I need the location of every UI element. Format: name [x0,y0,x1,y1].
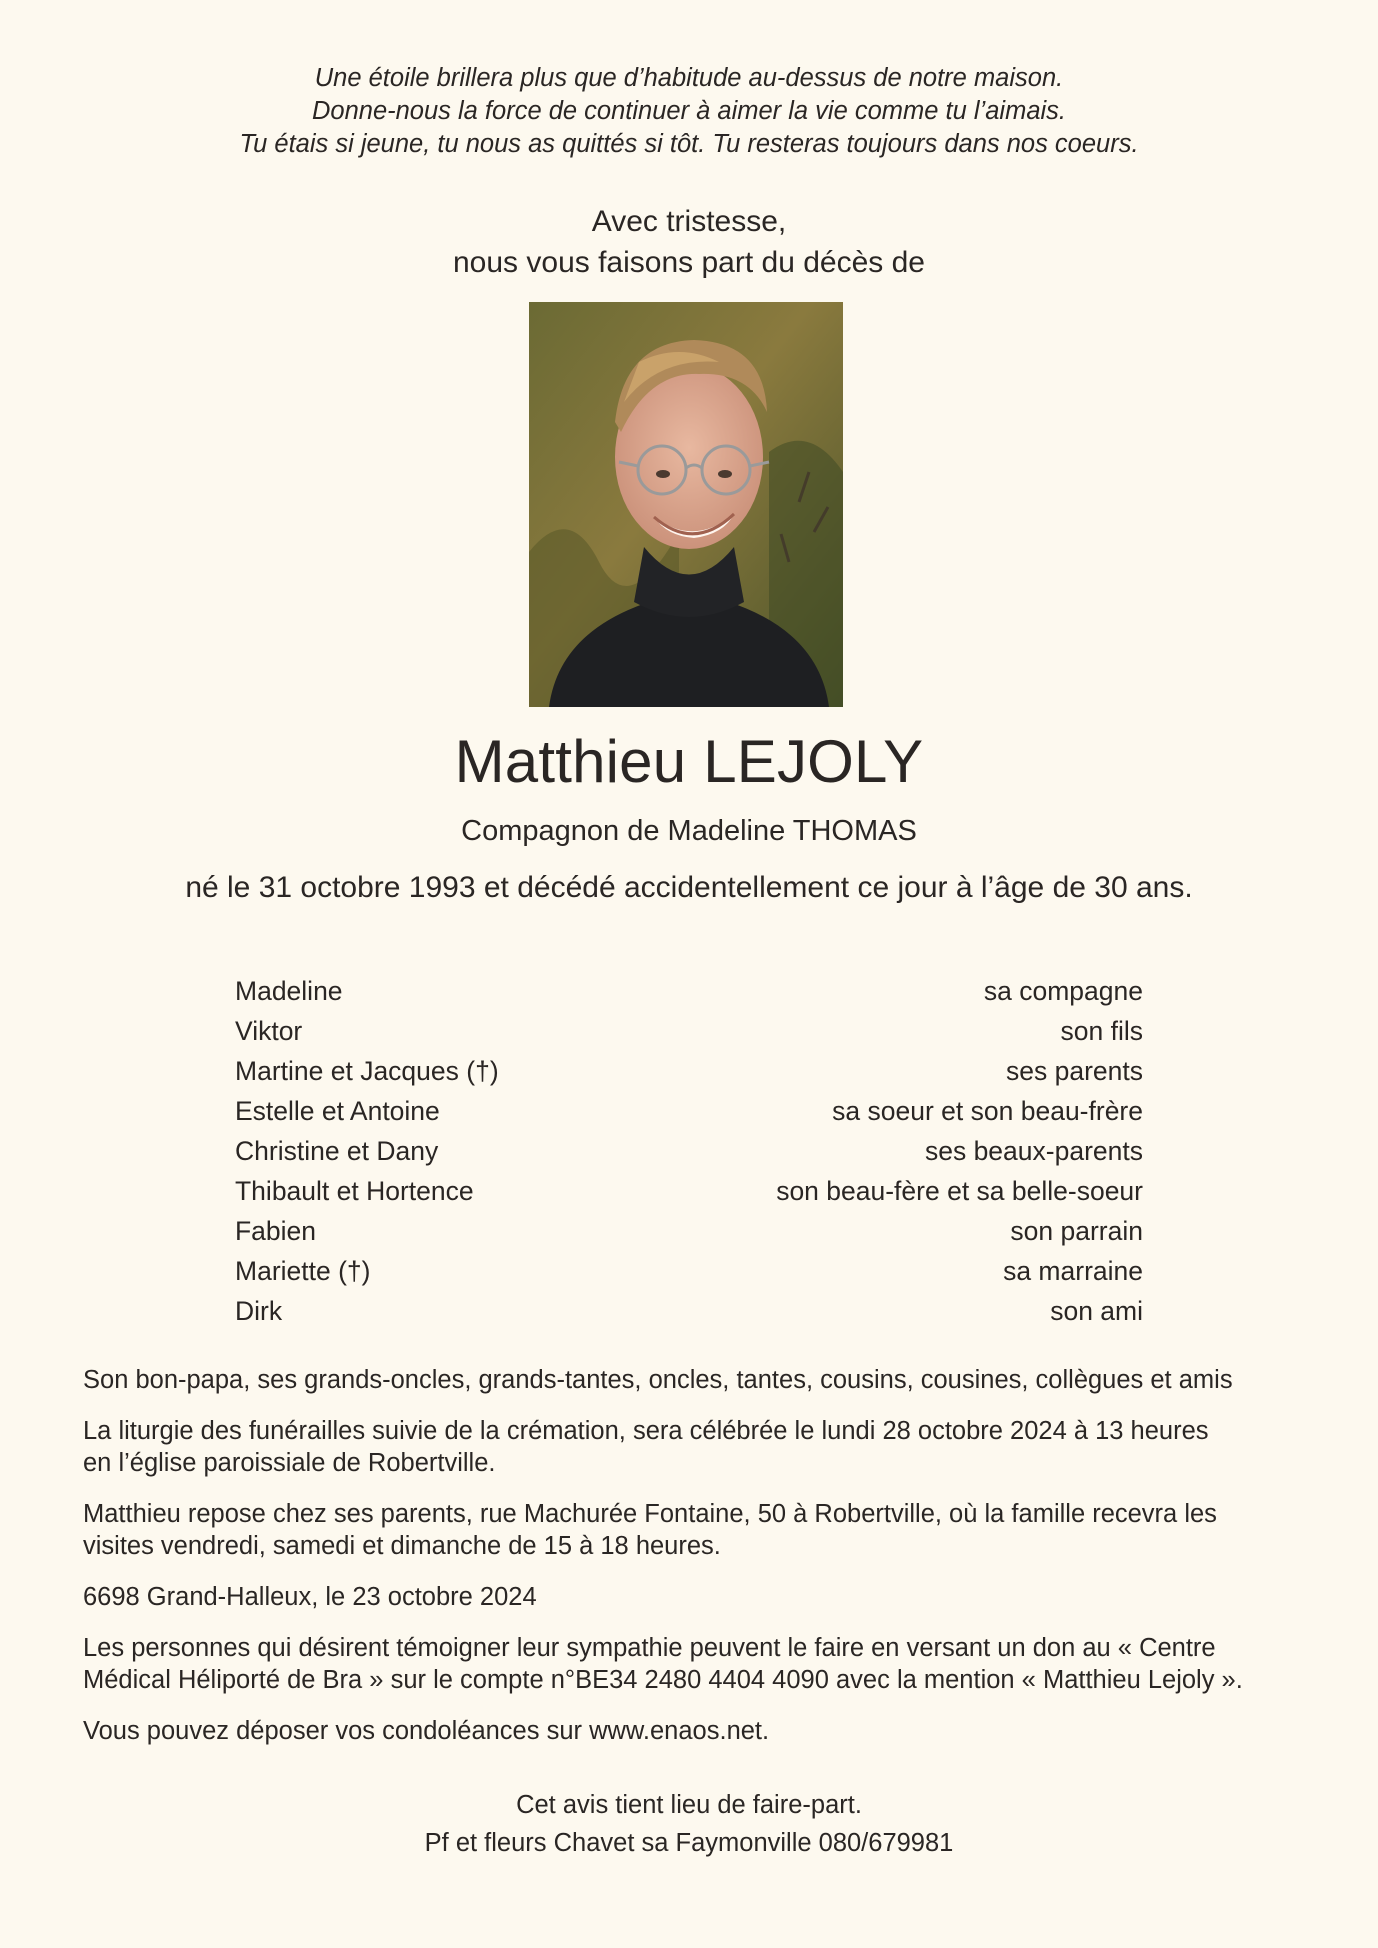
family-row [235,1131,1143,1171]
family-member-relation: ses parents [1006,1056,1143,1086]
donation-paragraph [83,1632,1313,1696]
family-member-name: Viktor [235,1016,303,1046]
donation-line: Les personnes qui désirent témoigner leur sympathie peuvent le faire en versant un don au « Centre [83,1634,1216,1662]
family-row [235,1251,1143,1291]
family-member-name: Fabien [235,1216,317,1246]
family-member-relation: sa soeur et son beau-frère [832,1096,1143,1126]
rest-paragraph [83,1498,1313,1562]
family-member-name: Dirk [235,1296,283,1326]
family-member-relation: son ami [1050,1296,1143,1326]
family-row [235,1011,1143,1051]
family-row [235,971,1143,1011]
poem [0,62,1378,161]
poem-line: Tu étais si jeune, tu nous as quittés si tôt. Tu resteras toujours dans nos coeurs. [239,130,1139,158]
condolences-text: Vous pouvez déposer vos condoléances sur www.enaos.net. [83,1717,770,1745]
family-member-name: Mariette (†) [235,1256,371,1286]
intro-line: nous vous faisons part du décès de [453,246,925,279]
family-member-relation: son fils [1060,1016,1143,1046]
intro-line: Avec tristesse, [591,205,787,238]
family-member-name: Christine et Dany [235,1136,439,1166]
family-member-relation: son parrain [1010,1216,1143,1246]
donation-line: Médical Héliporté de Bra » sur le compte n°BE34 2480 4404 4090 avec la mention « Matthieu Lejoly ». [83,1666,1243,1694]
relatives-paragraph [83,1364,1313,1396]
family-row [235,1051,1143,1091]
family-list [235,971,1143,1331]
family-member-relation: ses beaux-parents [924,1136,1143,1166]
family-member-relation: sa marraine [1003,1256,1143,1286]
funeral-home-line: Pf et fleurs Chavet sa Faymonville 080/679981 [424,1829,954,1857]
family-member-name: Madeline [235,976,343,1006]
liturgy-line: en l’église paroissiale de Robertville. [83,1449,496,1477]
place-date-paragraph [83,1581,1313,1613]
obituary-details [83,1364,1313,1766]
footer [0,1786,1378,1862]
portrait-illustration [529,302,843,707]
family-member-relation: sa compagne [983,976,1143,1006]
liturgy-line: La liturgie des funérailles suivie de la crémation, sera célébrée le lundi 28 octobre 2024 à 13 heures [83,1417,1209,1445]
family-row [235,1171,1143,1211]
condolences-paragraph [83,1715,1313,1747]
announcement-intro [0,201,1378,283]
relatives-text: Son bon-papa, ses grands-oncles, grands-tantes, oncles, tantes, cousins, cousines, collègues et amis [83,1366,1233,1394]
poem-line: Donne-nous la force de continuer à aimer la vie comme tu l’aimais. [311,97,1067,125]
family-member-name: Thibault et Hortence [235,1176,474,1206]
deceased-name: Matthieu LEJOLY [454,728,924,795]
family-row [235,1291,1143,1331]
footer-notice: Cet avis tient lieu de faire-part. [516,1791,862,1819]
portrait-photo [529,302,843,707]
birth-death-line: né le 31 octobre 1993 et décédé accidentellement ce jour à l’âge de 30 ans. [185,871,1193,904]
liturgy-paragraph [83,1415,1313,1479]
poem-line: Une étoile brillera plus que d’habitude au-dessus de notre maison. [314,64,1064,92]
family-member-name: Martine et Jacques (†) [235,1056,499,1086]
rest-line: Matthieu repose chez ses parents, rue Machurée Fontaine, 50 à Robertville, où la famille recevra les [83,1500,1217,1528]
family-member-name: Estelle et Antoine [235,1096,440,1126]
family-member-relation: son beau-fère et sa belle-soeur [776,1176,1143,1206]
family-row [235,1091,1143,1131]
rest-line: visites vendredi, samedi et dimanche de 15 à 18 heures. [83,1532,721,1560]
companion-line: Compagnon de Madeline THOMAS [461,815,917,847]
place-date-text: 6698 Grand-Halleux, le 23 octobre 2024 [83,1583,537,1611]
family-row [235,1211,1143,1251]
